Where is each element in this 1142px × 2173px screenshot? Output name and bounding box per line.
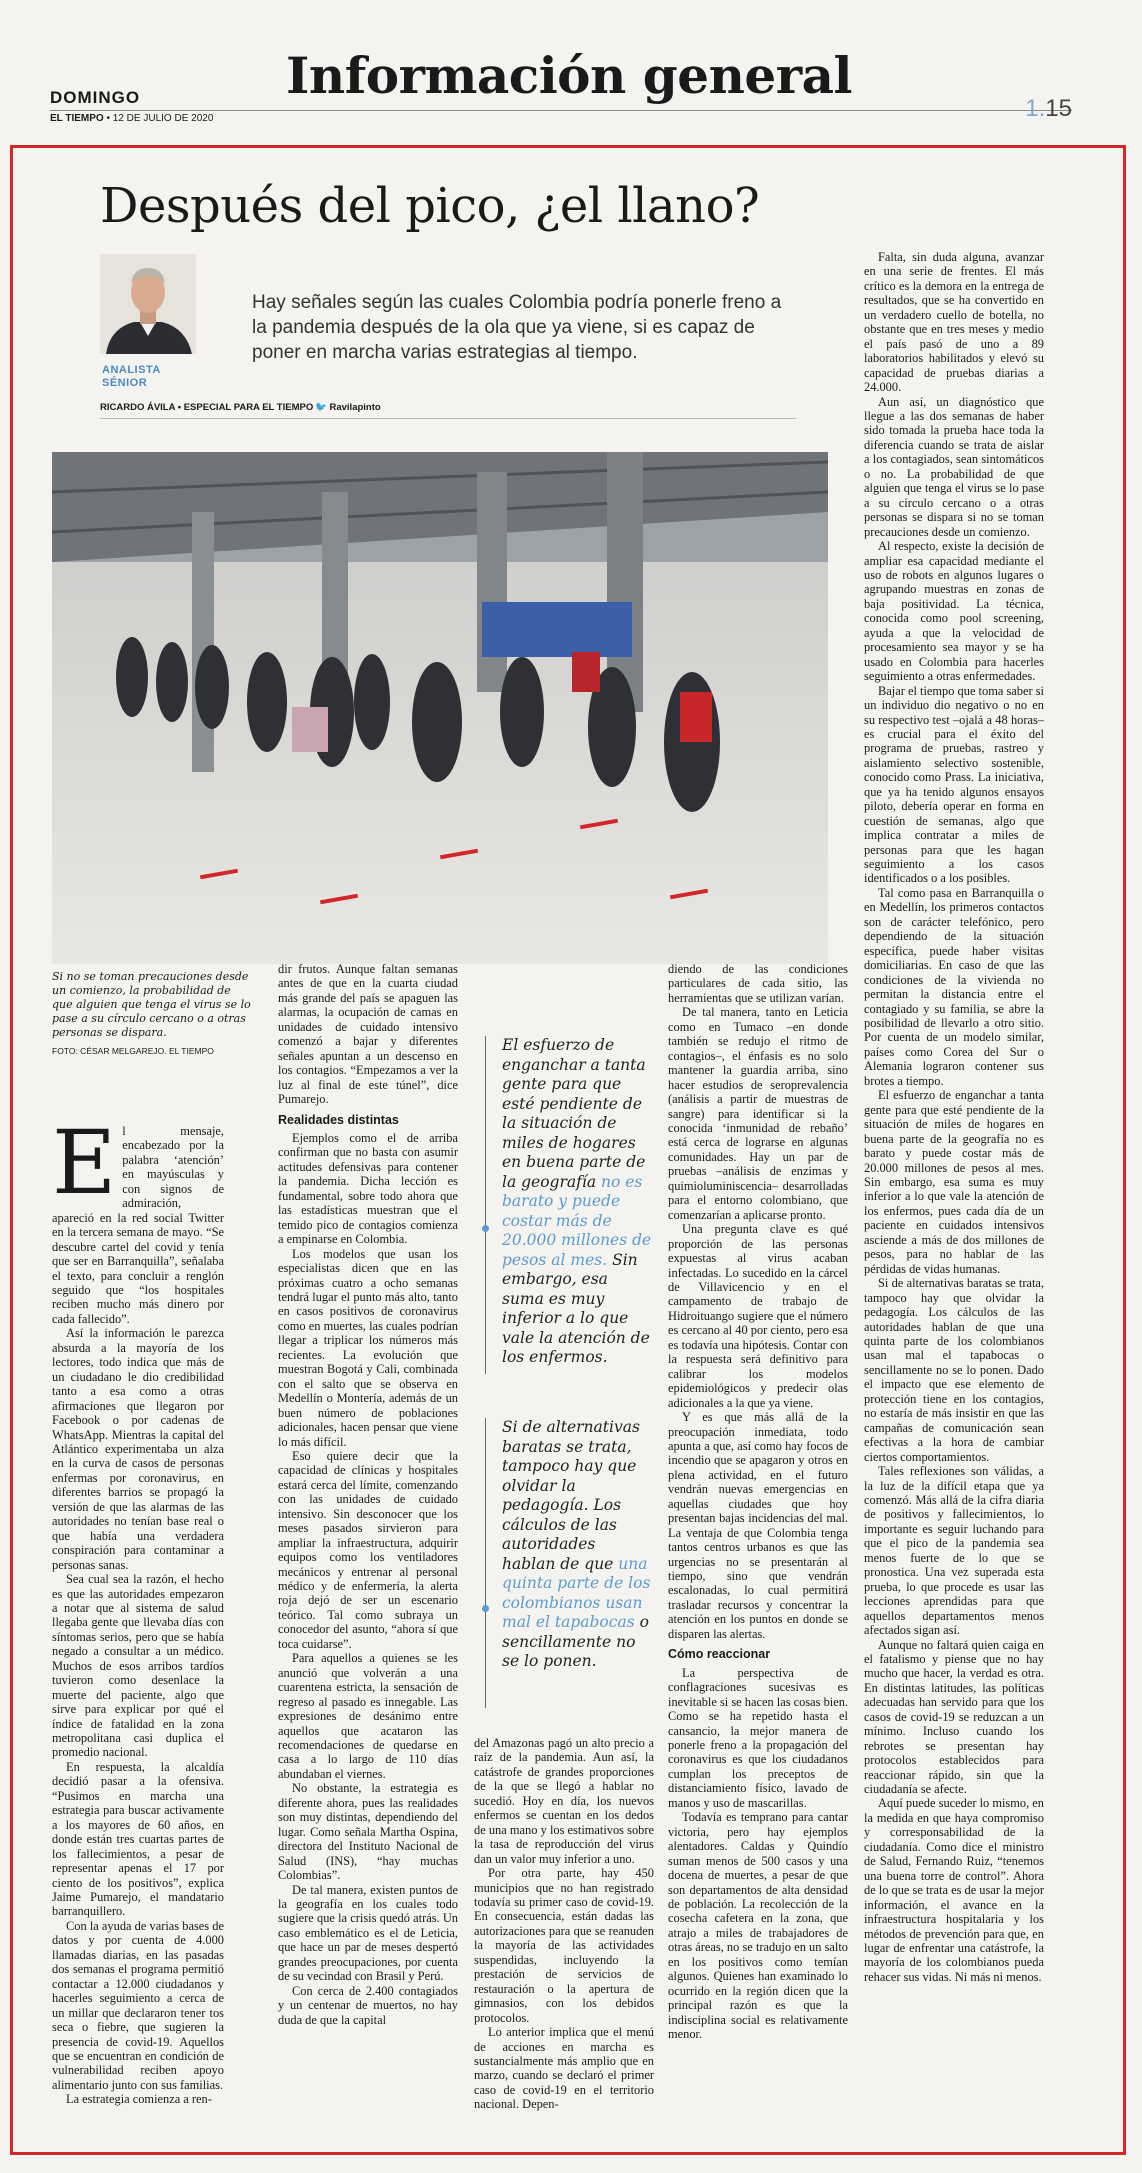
pullquote-rule — [485, 1418, 486, 1708]
photo-caption: Si no se toman precauciones desde un comienzo, la probabilidad de que alguien que tenga el virus se lo pase a su círculo cercano o a otras personas se dispara. — [52, 970, 251, 1039]
twitter-icon: 🐦 — [315, 402, 327, 413]
pull-quote-text: Si de alternativas baratas se trata, tampoco hay que olvidar la pedagogía. Los cálculos de las autoridades hablan de que — [502, 1418, 640, 1573]
paragraph: l mensaje, encabezado por la palabra ‘atención’ en mayúsculas y con signos de admiración, apareció en la red social Twitter en la tercera semana de mayo. “Se descubre cartel del covid y tenía que ser en Barranquilla”, señalaba el texto, para concluir a renglón seguido que “los hospitales reciben mucho más dinero por cada fallecido”. — [52, 1124, 224, 1326]
page-prefix: 1. — [1025, 95, 1046, 122]
header-rule — [50, 110, 1072, 111]
paragraph: Ejemplos como el de arriba confirman que no basta con asumir actitudes defensivas para contener la pandemia. Dicha lección es fundamental, sobre todo ahora que las estadísticas muestran que el temido pico de contagios comienza a empinarse en Colombia. — [278, 1130, 458, 1247]
paragraph: Lo anterior implica que el menú de acciones en marcha es sustancialmente más amplio que en marzo, cuando se declaró el primer caso de covid-19 en el territorio nacional. Depen- — [474, 2025, 654, 2112]
paragraph: Por otra parte, hay 450 municipios que no han registrado todavía su primer caso de covid-19. En consecuencia, están dadas las autorizaciones para que se reanuden la mayoría de las actividades suspendidas, incluyendo la prestación de servicios de restauración o la apertura de gimnasios, con los debidos protocolos. — [474, 1866, 654, 2025]
pull-quote-text: Sin embargo, esa suma es muy inferior a lo que vale la atención de los enfermos. — [502, 1250, 650, 1366]
byline — [100, 402, 381, 413]
pullquote-dot — [482, 1605, 489, 1612]
paper-name: EL TIEMPO — [50, 113, 104, 124]
column-4 — [668, 962, 848, 2156]
paragraph: La perspectiva de conflagraciones sucesivas es inevitable si se hacen las cosas bien. Como se ha repetido hasta el cansancio, la mejor manera de ponerle freno a la propagación del coronavirus es que los ciudadanos cumplan los preceptos de distanciamiento físico, lavado de manos y uso de mascarillas. — [668, 1665, 848, 1810]
byline-author: RICARDO ÁVILA • ESPECIAL PARA EL TIEMPO — [100, 402, 314, 413]
paragraph: Sea cual sea la razón, el hecho es que las autoridades empezaron a notar que al sistema de salud llegaba gente que llevaba días con síntomas serios, pero que se había negado a consultar a un médico. Muchos de esos arribos tardíos tuvieron como desenlace la muerte del paciente, algo que sirve para explicar por qué el índice de fatalidad en la zona metropolitana casi duplica el promedio nacional. — [52, 1572, 224, 1760]
pullquote-rule — [485, 1036, 486, 1374]
paragraph: Todavía es temprano para cantar victoria, pero hay ejemplos alentadores. Caldas y Quindío suman menos de 500 casos y una docena de muertes, a pesar de que son departamentos de alta densidad de población. La recolección de la cosecha cafetera en la zona, que atrajo a miles de trabajadores de otras áreas, no se tradujo en un salto en los positivos como temían algunos. Quienes han examinado lo ocurrido en la región dicen que la principal razón es que la indisciplina social es relativamente menor. — [668, 1810, 848, 2042]
pull-quote-1 — [502, 1036, 652, 1368]
page-number-value: 15 — [1045, 95, 1072, 122]
page-number — [1025, 95, 1072, 123]
pull-quote-text: El esfuerzo de enganchar a tanta gente para que esté pendiente de la situación de miles de hogares en buena parte de la geografía — [502, 1036, 646, 1191]
photo-credit: FOTO: CÉSAR MELGAREJO. EL TIEMPO — [52, 1046, 214, 1056]
paragraph: La estrategia comienza a ren- — [66, 2092, 212, 2107]
article-deck: Hay señales según las cuales Colombia podría ponerle freno a la pandemia después de la ola que ya viene, si es capaz de poner en marcha varias estrategias al tiempo. — [252, 292, 782, 363]
column-5 — [864, 250, 1044, 2156]
paragraph: No obstante, la estrategia es diferente ahora, pues las realidades son muy distintas, dependiendo del lugar. Como señala Martha Ospina, directora del Instituto Nacional de Salud (INS), “hay muchas Colombias”. — [278, 1781, 458, 1883]
column-2 — [278, 962, 458, 2156]
paragraph: Con cerca de 2.400 contagiados y un centenar de muertos, no hay duda de que la capital — [278, 1983, 458, 2027]
drop-cap: E — [52, 1124, 117, 1214]
paragraph: En respuesta, la alcaldía decidió pasar a la ofensiva. “Pusimos en marcha una estrategia para buscar activamente a los mayores de 60 años, en donde están tres cuartas partes de los fallecimientos, a pesar de representar apenas el 17 por ciento de los positivos”, explica Jaime Pumarejo, el mandatario barranquillero. — [52, 1759, 224, 1919]
issue-date: 12 DE JULIO DE 2020 — [112, 113, 214, 124]
subheading: Cómo reaccionar — [668, 1647, 771, 1662]
article-headline: Después del pico, ¿el llano? — [100, 178, 760, 234]
paragraph: Aunque no faltará quien caiga en el fatalismo y piense que no hay mucho que hacer, la verdad es otra. En distintas latitudes, las políticas adecuadas han servido para que los casos de covid-19 se reduzcan a un mínimo. Incluso cuando los rebrotes se presentan hay protocolos establecidos para reaccionar rápido, sin que la ciudadanía se afecte. — [864, 1637, 1044, 1797]
paragraph: Aquí puede suceder lo mismo, en la medida en que haya compromiso y corresponsabilidad de la ciudadanía. Como dice el ministro de Salud, Fernando Ruiz, “tenemos una buena torre de control”. Ahora de lo que se trata es de usar la mejor información, el avance en la infraestructura hospitalaria y los métodos de prevención para que, en lugar de enfrentar una catástrofe, la mayoría de los colombianos pueda rehacer sus vidas. Ni más ni menos. — [864, 1796, 1044, 1984]
column-3 — [474, 1736, 654, 2156]
byline-twitter[interactable] — [315, 402, 381, 413]
paragraph: Así la información le parezca absurda a la mayoría de los lectores, todo indica que más de un ciudadano le dio credibilidad tanto a esa como a otras afirmaciones que llegaron por Facebook o por cadenas de WhatsApp. Mientras la capital del Atlántico experimentaba un alza en la curva de casos de personas enfermas por coronavirus, en diferentes barrios se propagó la versión de que las alarmas de las autoridades no tenían base real o que había una verdadera conspiración para contaminar a personas sanas. — [52, 1326, 224, 1572]
paragraph: Si de alternativas baratas se trata, tampoco hay que olvidar la pedagogía. Los cálculos de las autoridades hablan de que una quinta parte de los colombianos usan mal el tapabocas o sencillamente no se lo ponen. Dado el impacto que ese elemento de protección tiene en los contagios, no estaría de más insistir en que las campañas de comunicación sean efectivas a la hora de cambiar ciertos comportamientos. — [864, 1276, 1044, 1464]
pull-quote-highlight: una quinta parte de los colombianos usan mal el tapabocas — [502, 1554, 651, 1631]
section-title: Información general — [286, 46, 852, 105]
pull-quote-text: o sencillamente no se lo ponen. — [502, 1613, 649, 1670]
paragraph: Una pregunta clave es qué proporción de las personas expuestas al virus acaban infectadas. Lo sucedido en la cárcel de Villavicencio y en el campamento de trabajo de Hidroituango sugiere que el número es cercano al 40 por ciento, pero esa es todavía una hipótesis. Contar con la respuesta será definitivo para calibrar los modelos epidemiológicos y predecir olas adicionales a la que ya viene. — [668, 1222, 848, 1410]
byline-divider — [100, 418, 796, 419]
paragraph: Aun así, un diagnóstico que llegue a las dos semanas de haber sido tomada la prueba hace toda la diferencia cuando se trata de aislar a los contagiados, sean sintomáticos o no. La probabilidad de que alguien que tenga el virus se lo pase a su círculo cercano o a otras personas se dispara si no se toman precauciones desde un comienzo. — [864, 394, 1044, 539]
twitter-handle: Ravilapinto — [329, 402, 381, 413]
paragraph: Eso quiere decir que la capacidad de clínicas y hospitales estará cerca del límite, comenzando con las unidades de cuidado intensivo. Sin desconocer que los meses pasados sirvieron para ampliar la infraestructura, adquirir equipos como los ventiladores mecánicos y entrenar al personal médico y de enfermería, la alerta roja dejó de ser un escenario teórico. Tal como subraya un conocedor del asunto, “ahora sí que toca cuidarse”. — [278, 1448, 458, 1651]
paragraph: Bajar el tiempo que toma saber si un individuo dio negativo o no en su respectivo test –ojalá a 48 horas– es crucial para el éxito del programa de pruebas, rastreo y aislamiento selectivo sostenible, conocido como Prass. La iniciativa, que ya ha tenido algunos ensayos piloto, debería operar en forma en cuestión de semanas, algo que implica contratar a miles de personas para que les hagan seguimiento a los casos identificados o a los posibles. — [864, 683, 1044, 886]
paragraph: diendo de las condiciones particulares de cada sitio, las herramientas que se utilizan varían. — [668, 962, 848, 1005]
paragraph: Falta, sin duda alguna, avanzar en una serie de frentes. El más crítico es la demora en la entrega de resultados, que se ha convertido en un verdadero cuello de botella, no obstante que en tres meses y medio el país pasó de uno a 89 laboratorios habilitados y elevó su capacidad de pruebas diarias a 24.000. — [864, 250, 1044, 395]
paragraph: De tal manera, existen puntos de la geografía en los cuales todo sugiere que la crisis quedó atrás. Un caso emblemático es el de Leticia, que hace un par de meses despertó grandes preocupaciones, por cuenta de su vecindad con Brasil y Perú. — [278, 1882, 458, 1984]
subheading: Realidades distintas — [278, 1112, 399, 1127]
article-photo — [52, 452, 828, 964]
pullquote-dot — [482, 1225, 489, 1232]
paragraph: Los modelos que usan los especialistas dicen que en las próximas cuatro a ocho semanas tendrá lugar el punto más alto, tanto en casos positivos de coronavirus como en muertes, las cuales podrían llegar a triplicar los números más recientes. La evolución que muestran Bogotá y Cali, combinada con el salto que se observa en Medellín o Montería, además de un buen número de poblaciones adicionales, hacen pensar que viene lo más difícil. — [278, 1246, 458, 1449]
column-1 — [52, 1124, 224, 2156]
paragraph: El esfuerzo de enganchar a tanta gente para que esté pendiente de la situación de miles de hogares en buena parte de la geografía no es barato y puede costar más de 20.000 millones de pesos al mes. Sin embargo, esa suma es muy inferior a lo que vale la atención de los enfermos, pues cada día de un paciente en cuidados intensivos asciende a más de dos millones de pesos, para no hablar de las pérdidas de vidas humanas. — [864, 1088, 1044, 1276]
header-day: DOMINGO — [50, 88, 141, 107]
paragraph: De tal manera, tanto en Leticia como en Tumaco –en donde también se redujo el ritmo de contagios–, el énfasis es no solo mantener la guardia arriba, sino hacer estudios de seroprevalencia (análisis a partir de muestras de sangre) para identificar si la conocida ‘inmunidad de rebaño’ está cerca de lograrse en algunas comunidades. Hay un par de pruebas –análisis de enzimas y quimioluminiscencia– desarrolladas para el entorno colombiano, que comenzarían a aplicarse pronto. — [668, 1005, 848, 1222]
paragraph: Tal como pasa en Barranquilla o en Medellín, los primeros contactos son de carácter telefónico, pero dependiendo de la situación específica, puede haber visitas domiciliarias. En caso de que las condiciones de la vivienda no permitan la distancia entre el contagiado y su familia, se abre la posibilidad de llevarlo a otro sitio. Por cuenta de un modelo similar, países como Corea del Sur o Alemania lograron contener sus brotes a tiempo. — [864, 885, 1044, 1088]
paragraph: Para aquellos a quienes se les anunció que volverán a una cuarentena estricta, la sensación de regreso al pasado es innegable. Las expresiones de desánimo entre aquellos que acataron las recomendaciones de quedarse en casa a lo largo de 110 días abundaban el viernes. — [278, 1651, 458, 1781]
paragraph: dir frutos. Aunque faltan semanas antes de que en la cuarta ciudad más grande del país se apaguen las alarmas, la ocupación de camas en unidades de cuidado intensivo comenzó a bajar y diferentes señales apuntan a un descenso en los contagios. “Empezamos a ver la luz al final de este túnel”, dice Pumarejo. — [278, 962, 458, 1107]
paragraph: Y es que más allá de la preocupación inmediata, todo apunta a que, así como hay focos de incendio que se apagaron y otros en plena actividad, en el futuro vendrán nuevas emergencias en aquellas ciudades que hoy presentan bajas incidencias del mal. La ventaja de que Colombia tenga tantos centros urbanos es que las urgencias no se presentarán al tiempo, sino que vendrán escalonadas, lo cual permitirá trasladar recursos y concentrar la atención en los puntos en donde se disparen las alertas. — [668, 1410, 848, 1641]
paragraph: Al respecto, existe la decisión de ampliar esa capacidad mediante el uso de robots en algunos lugares o agrupando muestras en zonas de baja positividad. La técnica, conocida como pool screening, ayuda a que la velocidad de procesamiento sea mayor y se ha usado en Colombia para hacerles seguimiento a otras enfermedades. — [864, 539, 1044, 684]
paragraph: del Amazonas pagó un alto precio a raíz de la pandemia. Aun así, la catástrofe de grandes proporciones de la que se llegó a hablar no sucedió. Hoy en día, los nuevos enfermos se cuentan en los dedos de una mano y los estimativos sobre la tasa de reproducción del virus dan un valor muy inferior a uno. — [474, 1736, 654, 1866]
header-date-line: EL TIEMPO • 12 DE JULIO DE 2020 — [50, 113, 214, 124]
pull-quote-2 — [502, 1418, 652, 1672]
paragraph: Con la ayuda de varias bases de datos y por cuenta de 4.000 llamadas diarias, en las pasadas dos semanas el programa permitió contactar a 12.000 ciudadanos y hacerles seguimiento a cerca de un millar que declararon tener tos seca o fiebre, que sugieren la presencia de covid-19. Aquellos que se encuentran en condición de vulnerabilidad reciben apoyo alimentario junto con sus familias. — [52, 1918, 224, 2092]
author-label: ANALISTA SÉNIOR — [102, 364, 161, 389]
author-photo — [100, 254, 196, 354]
pull-quote-highlight: no es barato y puede costar más de 20.000 millones de pesos al mes. — [502, 1172, 652, 1269]
paragraph: Tales reflexiones son válidas, a la luz de la difícil etapa que ya comenzó. Más allá de la cifra diaria de positivos y fallecimientos, lo importante es seguir luchando para que el pico de la pandemia sea menos fuerte de lo que se pronostica. Una vez superada esta prueba, lo que procede es usar las lecciones aprendidas para que aquellos departamentos menos afectados sigan así. — [864, 1464, 1044, 1638]
